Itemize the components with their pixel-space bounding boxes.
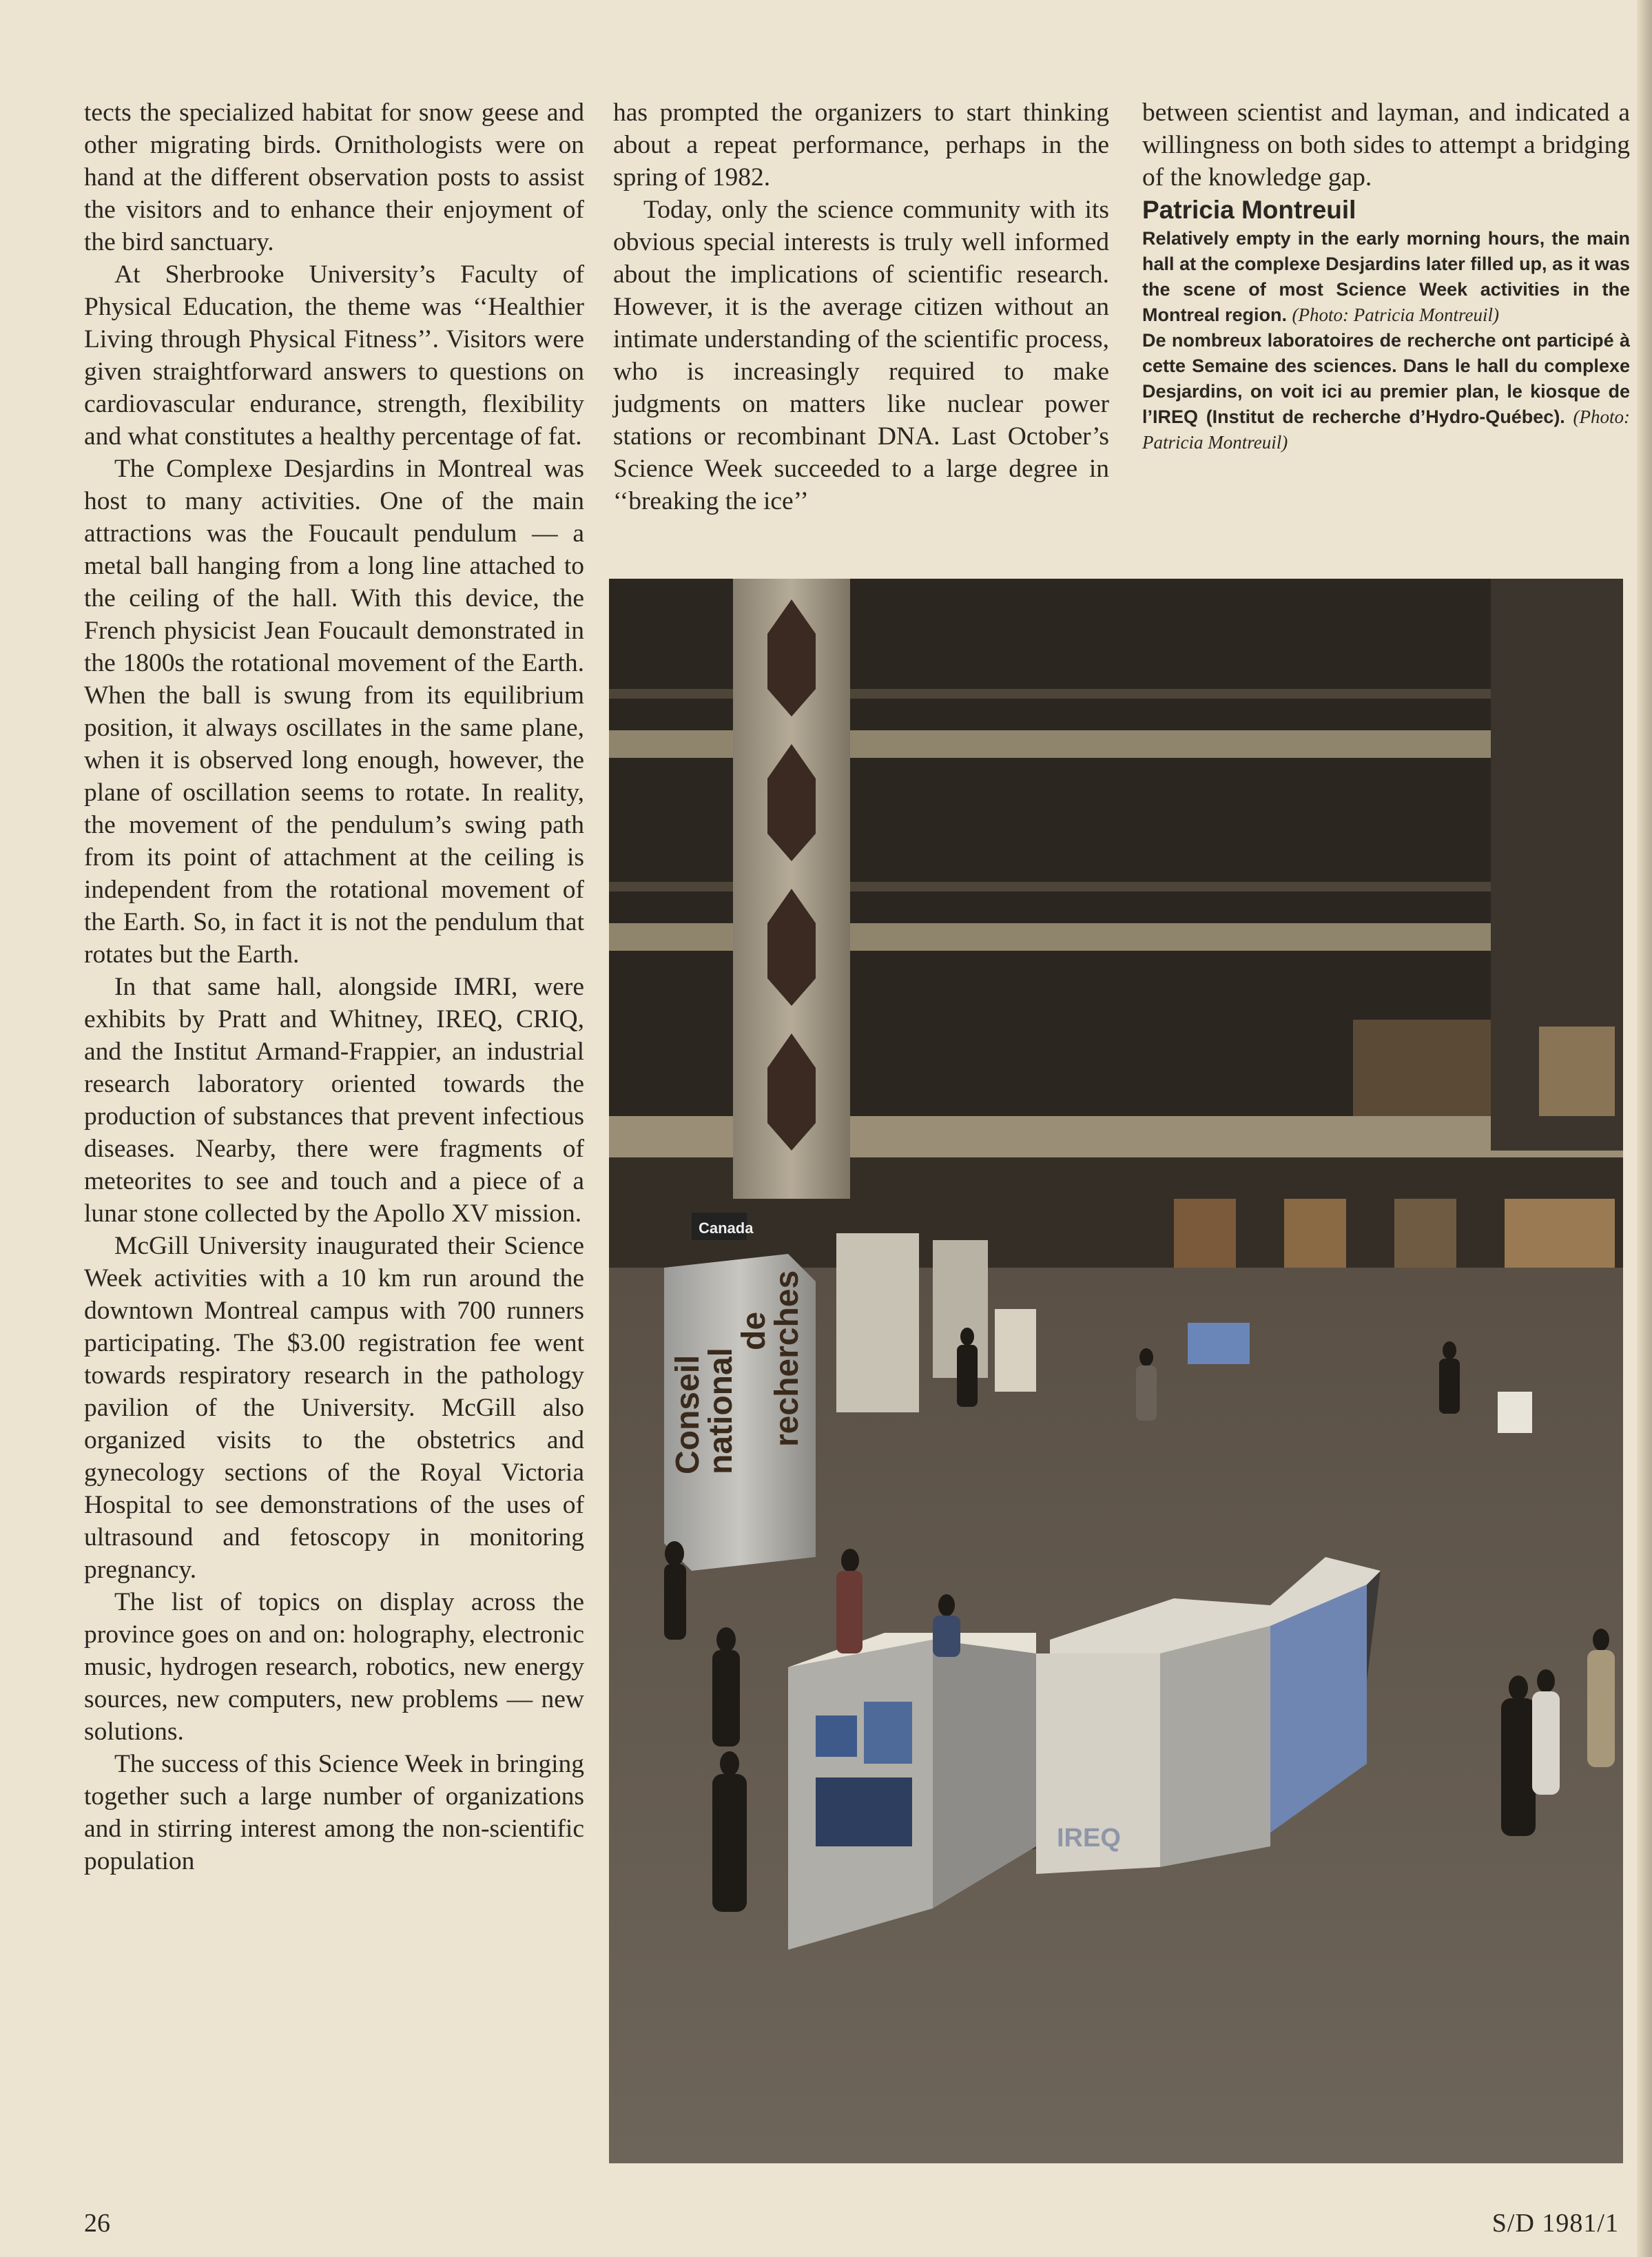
article-column-1 xyxy=(84,96,584,1877)
exhibit-panel xyxy=(995,1309,1036,1392)
photo-credit: (Photo: Patricia Montreuil) xyxy=(1292,305,1499,325)
paragraph: The list of topics on display across the province goes on and on: holography, electronic music, hydrogen research, robotics, new energy sources, new computers, new problems — new solutions. xyxy=(84,1588,584,1746)
nrc-kiosk xyxy=(664,1213,816,1571)
paragraph: McGill University inaugurated their Science Week activities with a 10 km run around the downtown Montreal campus with 700 runners participating. The $3.00 registration fee went towards respiratory research in the pathology pavilion of the University. McGill also organized visits to the obstetrics and gynecology sections of the Royal Victoria Hospital to see demonstrations of the uses of ultrasound and fetoscopy in monitoring pregnancy. xyxy=(84,1232,584,1584)
nrc-word: de xyxy=(736,1311,772,1350)
nrc-word: recherches xyxy=(769,1270,805,1447)
paragraph: The success of this Science Week in bringing together such a large number of organizations and in stirring interest among the non-scientific population xyxy=(84,1750,584,1875)
issue-label: S/D 1981/1 xyxy=(1491,2209,1619,2238)
paragraph: between scientist and layman, and indicated a willingness on both sides to attempt a bridging of the knowledge gap. xyxy=(1142,99,1630,192)
paragraph: Today, only the science community with its obvious special interests is truly well informed about the implications of scientific research. However, it is the average citizen without an intimate understanding of the scientific process, who is increasingly required to make judgments on matters like nuclear power stations or recombinant DNA. Last October’s Science Week succeeded to a large degree in ‘‘breaking the ice’’ xyxy=(613,196,1109,515)
article-column-2 xyxy=(613,96,1109,517)
nrc-word: Conseil xyxy=(670,1354,706,1474)
photo-credit: (Photo: Patricia Montreuil) xyxy=(1142,406,1630,453)
caption-text: Relatively empty in the early morning hours, the main hall at the complexe Desjardins later filled up, as it was the scene of most Science Week activities in the Montreal region. xyxy=(1142,228,1630,325)
paragraph: In that same hall, alongside IMRI, were exhibits by Pratt and Whitney, IREQ, CRIQ, and the Institut Armand-Frappier, an industrial research laboratory oriented towards the production of substances that prevent infectious diseases. Nearby, there were fragments of meteorites to see and touch and a piece of a lunar stone collected by the Apollo XV mission. xyxy=(84,973,584,1228)
canada-sign: Canada xyxy=(699,1219,754,1237)
page-number: 26 xyxy=(84,2209,110,2238)
paragraph: tects the specialized habitat for snow geese and other migrating birds. Ornithologists were on hand at the different observation posts to assist the visitors and to enhance their enjoyment of the bird sanctuary. xyxy=(84,99,584,256)
author-byline: Patricia Montreuil xyxy=(1142,196,1356,224)
paragraph: At Sherbrooke University’s Faculty of Physical Education, the theme was ‘‘Healthier Living through Physical Fitness’’. Visitors were given straightforward answers to questions on cardiovascular endurance, strength, flexibility and what constitutes a healthy percentage of fat. xyxy=(84,260,584,451)
nrc-word: national xyxy=(703,1347,739,1474)
paragraph: The Complexe Desjardins in Montreal was host to many activities. One of the main attractions was the Foucault pendulum — a metal ball hanging from a long line attached to the ceiling of the hall. With this device, the French physicist Jean Foucault demonstrated in the 1800s the rotational movement of the Earth. When the ball is swung from its equilibrium position, it always oscillates in the same plane, when it is observed long enough, however, the plane of oscillation seems to rotate. In reality, the movement of the pendulum’s swing path from its point of attachment at the ceiling is independent from the rotational movement of the Earth. So, in fact it is not the pendulum that rotates but the Earth. xyxy=(84,455,584,969)
photo-caption-french xyxy=(1142,328,1630,455)
exhibit-display xyxy=(1188,1323,1250,1364)
caption-text: De nombreux laboratoires de recherche ont participé à cette Semaine des sciences. Dans le hall du complexe Desjardins, on voit ici au premier plan, le kiosque de l’IREQ (Institut de recherche d’Hydro-Québec). xyxy=(1142,330,1630,427)
article-column-3 xyxy=(1142,96,1630,455)
exhibit-panel xyxy=(836,1233,919,1412)
ireq-sign: IREQ xyxy=(1057,1824,1121,1853)
photo-caption-english xyxy=(1142,226,1630,328)
page-edge-shadow xyxy=(1637,0,1652,2257)
exhibition-hall-photo xyxy=(609,579,1623,2163)
paragraph: has prompted the organizers to start thinking about a repeat performance, perhaps in the spring of 1982. xyxy=(613,99,1109,192)
